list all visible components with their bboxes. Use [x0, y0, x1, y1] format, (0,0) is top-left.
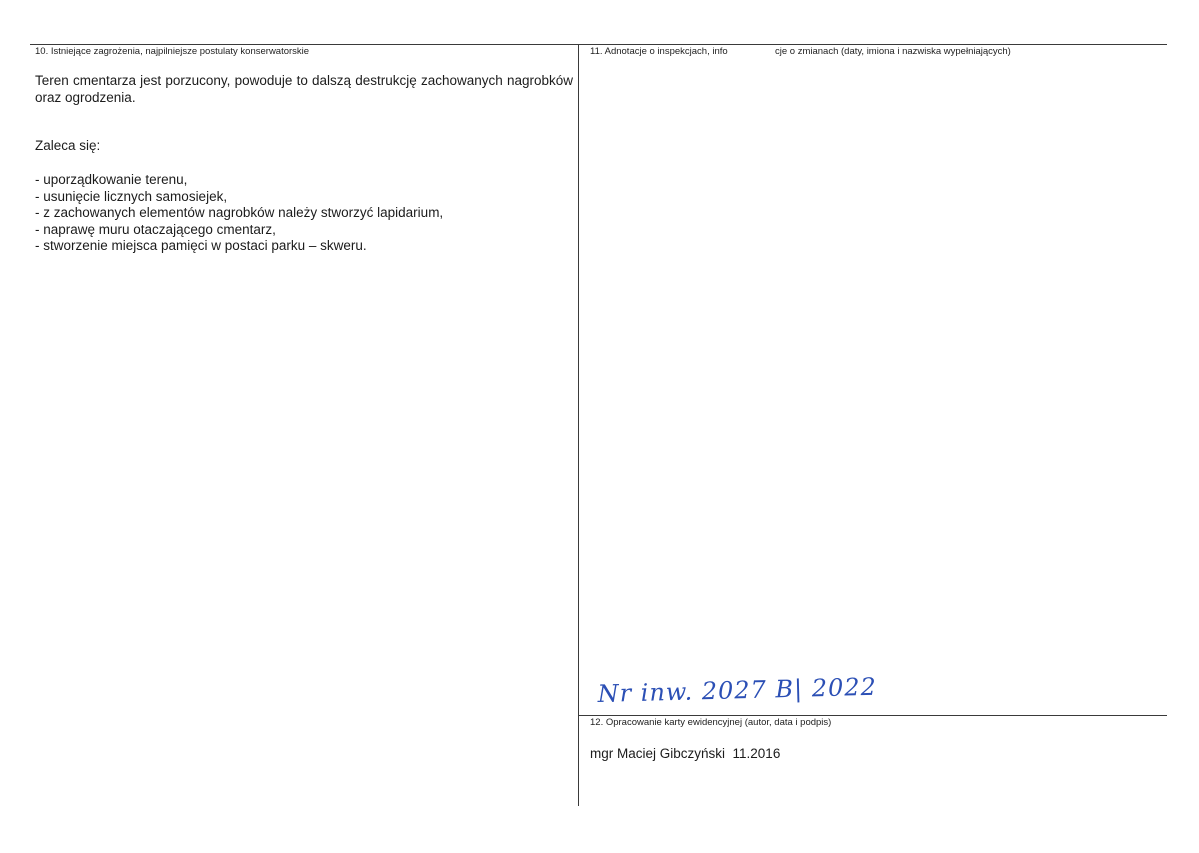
- section-11-label-end: cje o zmianach (daty, imiona i nazwiska wypełniających): [775, 46, 1011, 57]
- top-divider: [30, 44, 1167, 45]
- section-11-label-start: 11. Adnotacje o inspekcjach, info: [590, 46, 728, 57]
- column-divider: [578, 44, 579, 806]
- list-item: - uporządkowanie terenu,: [35, 172, 188, 187]
- author-line: mgr Maciej Gibczyński 11.2016: [590, 746, 781, 761]
- list-item: - stworzenie miejsca pamięci w postaci parku – skweru.: [35, 238, 367, 253]
- handwritten-inventory-number: Nr inw. 2027 B| 2022: [597, 672, 878, 708]
- list-item: - usunięcie licznych samosiejek,: [35, 188, 228, 204]
- section-10-paragraph: Teren cmentarza jest porzucony, powoduje to dalszą destrukcję zachowanych nagrobków oraz ogrodzenia.: [35, 73, 573, 105]
- recommendations-list: [35, 172, 443, 255]
- list-item: - z zachowanych elementów nagrobków należy stworzyć lapidarium,: [35, 205, 444, 220]
- section-10-label: 10. Istniejące zagrożenia, najpilniejsze postulaty konserwatorskie: [35, 46, 310, 57]
- recommendations-heading: Zaleca się:: [35, 138, 101, 153]
- section-12-divider: [578, 715, 1167, 716]
- list-item: - naprawę muru otaczającego cmentarz,: [35, 221, 276, 237]
- section-12-label: 12. Opracowanie karty ewidencyjnej (autor, data i podpis): [590, 717, 832, 728]
